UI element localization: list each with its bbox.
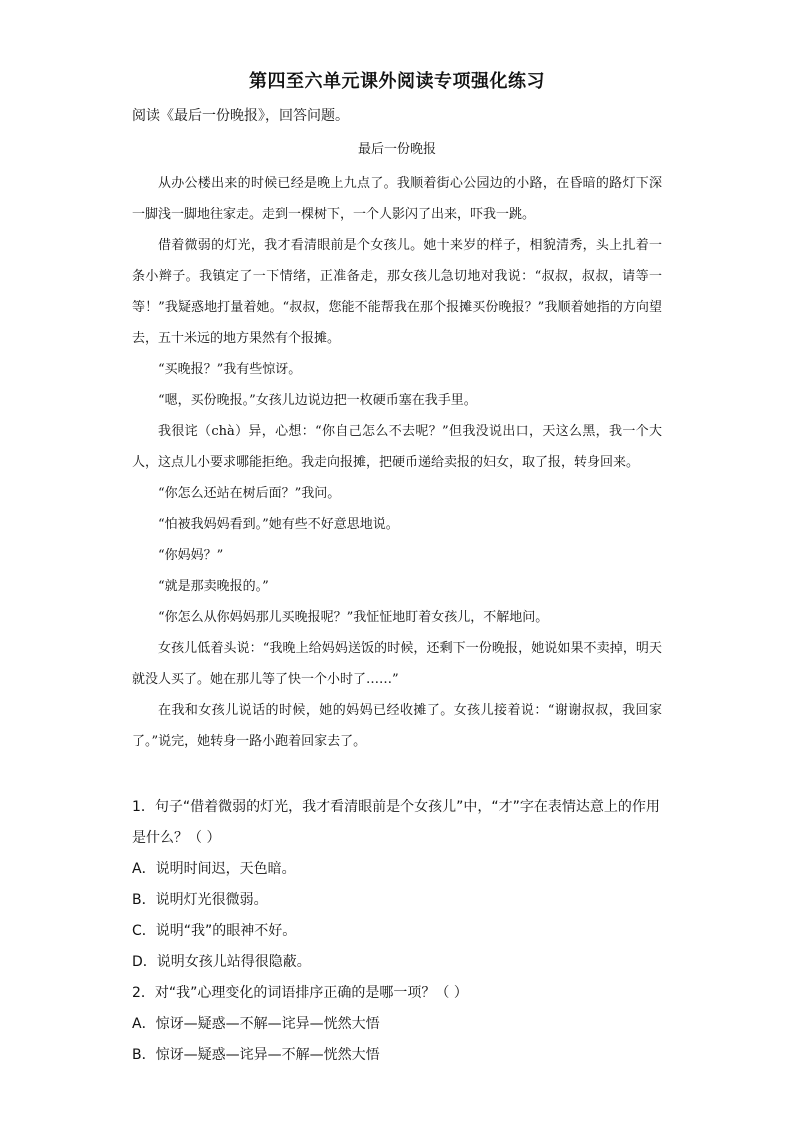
story-paragraph: 在我和女孩儿说话的时候，她的妈妈已经收摊了。女孩儿接着说：“谢谢叔叔，我回家了。”说完，她转身一路小跑着回家去了。	[132, 703, 662, 749]
story-paragraph: 女孩儿低着头说：“我晚上给妈妈送饭的时候，还剩下一份晚报，她说如果不卖掉，明天就没人买了。她在那儿等了快一个小时了……”	[132, 641, 662, 687]
question-list	[132, 792, 667, 1071]
question-1-option-a: A．说明时间迟，天色暗。	[132, 861, 296, 877]
story-paragraph: “买晚报？”我有些惊讶。	[158, 362, 302, 377]
question-1-option-c: C．说明“我”的眼神不好。	[132, 923, 297, 939]
question-2-option-b: B．惊讶—疑惑—诧异—不解—恍然大悟	[132, 1047, 380, 1063]
story-body	[132, 168, 662, 757]
question-2-option-a: A．惊讶—疑惑—不解—诧异—恍然大悟	[132, 1016, 380, 1032]
question-1-option-b: B．说明灯光很微弱。	[132, 892, 268, 908]
story-paragraph: 我很诧（chà）异，心想：“你自己怎么不去呢？”但我没说出口，天这么黑，我一个大人，这点儿小要求哪能拒绝。我走向报摊，把硬币递给卖报的妇女，取了报，转身回来。	[132, 424, 662, 470]
story-paragraph: “你怎么从你妈妈那儿买晚报呢？”我怔怔地盯着女孩儿，不解地问。	[158, 610, 549, 625]
story-paragraph: “你妈妈？”	[158, 548, 224, 563]
reading-instruction: 阅读《最后一份晚报》，回答问题。	[132, 108, 349, 124]
story-paragraph: “你怎么还站在树后面？”我问。	[158, 486, 341, 501]
story-paragraph: 从办公楼出来的时候已经是晚上九点了。我顺着街心公园边的小路，在昏暗的路灯下深一脚浅一脚地往家走。走到一棵树下，一个人影闪了出来，吓我一跳。	[132, 176, 662, 222]
story-paragraph: “怕被我妈妈看到。”她有些不好意思地说。	[158, 517, 399, 532]
question-1-option-d: D．说明女孩儿站得很隐蔽。	[132, 954, 311, 970]
question-stem-2: 2．对“我”心理变化的词语排序正确的是哪一项？（ ）	[132, 985, 468, 1001]
question-stem-1: 1．句子“借着微弱的灯光，我才看清眼前是个女孩儿”中，“才”字在表情达意上的作用是什么？（ ）	[132, 799, 660, 846]
story-title: 最后一份晚报	[357, 142, 436, 157]
story-paragraph: 借着微弱的灯光，我才看清眼前是个女孩儿。她十来岁的样子，相貌清秀，头上扎着一条小辫子。我镇定了一下情绪，正准备走，那女孩儿急切地对我说：“叔叔，叔叔，请等一等！”我疑惑地打量着她。“叔叔，您能不能帮我在那个报摊买份晚报？”我顺着她指的方向望去，五十米远的地方果然有个报摊。	[132, 238, 662, 346]
story-paragraph: “就是那卖晚报的。”	[158, 579, 269, 594]
document-title: 第四至六单元课外阅读专项强化练习	[249, 71, 545, 92]
story-paragraph: “嗯，买份晚报。”女孩儿边说边把一枚硬币塞在我手里。	[158, 393, 477, 408]
